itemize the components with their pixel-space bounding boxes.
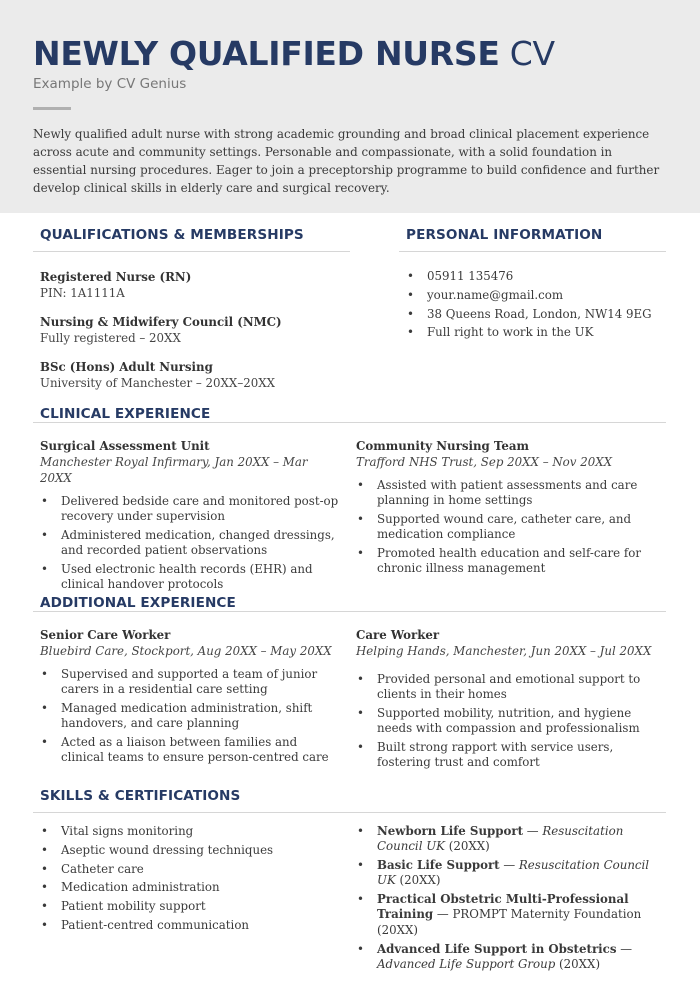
right-to-work: • Full right to work in the UK bbox=[406, 325, 666, 340]
additional-rule bbox=[33, 611, 666, 612]
job-bullet: • Administered medication, changed dressings, and recorded patient observations bbox=[40, 528, 340, 559]
cert-org: Advanced Life Support Group bbox=[377, 956, 556, 971]
job-title: Senior Care Worker bbox=[40, 628, 171, 642]
job-bullet: • Assisted with patient assessments and care planning in home settings bbox=[356, 478, 656, 509]
cert-org: PROMPT Maternity Foundation bbox=[452, 907, 642, 922]
job-title: Surgical Assessment Unit bbox=[40, 439, 210, 453]
certification-item: • Practical Obstetric Multi-Professional Training — PROMPT Maternity Foundation (20XX) bbox=[356, 892, 661, 938]
skills-rule bbox=[33, 812, 666, 813]
job-bullets bbox=[40, 494, 340, 593]
additional-job-1 bbox=[40, 627, 340, 769]
personal-rule bbox=[399, 251, 666, 252]
cert-year: (20XX) bbox=[448, 839, 490, 854]
certification-item: • Advanced Life Support in Obstetrics — Advanced Life Support Group (20XX) bbox=[356, 942, 661, 973]
job-meta: Helping Hands, Manchester, Jun 20XX – Jul 20XX bbox=[356, 644, 652, 658]
cert-org: Resuscitation Council UK bbox=[377, 824, 624, 854]
job-bullet: • Delivered bedside care and monitored post-op recovery under supervision bbox=[40, 494, 340, 525]
skills-heading: SKILLS & CERTIFICATIONS bbox=[40, 788, 241, 804]
qualifications-rule bbox=[33, 251, 350, 252]
cert-name: Basic Life Support bbox=[377, 858, 500, 873]
clinical-job-2 bbox=[356, 438, 656, 580]
skill-item: • Patient mobility support bbox=[40, 899, 340, 914]
qualifications-heading: QUALIFICATIONS & MEMBERSHIPS bbox=[40, 227, 304, 243]
header-divider bbox=[33, 107, 71, 110]
clinical-heading: CLINICAL EXPERIENCE bbox=[40, 406, 211, 422]
certification-item: • Basic Life Support — Resuscitation Council UK (20XX) bbox=[356, 858, 661, 889]
job-bullet: • Acted as a liaison between families and clinical teams to ensure person-centred care bbox=[40, 735, 340, 766]
job-bullet: • Supervised and supported a team of junior carers in a residential care setting bbox=[40, 667, 340, 698]
phone-number: • 05911 135476 bbox=[406, 269, 666, 284]
cv-title-light: CV bbox=[509, 34, 555, 73]
cv-title bbox=[33, 36, 668, 72]
cv-subtitle: Example by CV Genius bbox=[33, 76, 187, 92]
job-bullets bbox=[356, 478, 656, 577]
skill-item: • Patient-centred communication bbox=[40, 918, 340, 933]
skill-item: • Catheter care bbox=[40, 862, 340, 877]
email-address: • your.name@gmail.com bbox=[406, 288, 666, 303]
job-bullet: • Used electronic health records (EHR) and clinical handover protocols bbox=[40, 562, 340, 593]
job-title: Care Worker bbox=[356, 628, 440, 642]
cert-year: (20XX) bbox=[377, 922, 419, 937]
job-bullets bbox=[356, 672, 656, 771]
job-meta: Trafford NHS Trust, Sep 20XX – Nov 20XX bbox=[356, 455, 613, 469]
certification-item: • Newborn Life Support — Resuscitation Council UK (20XX) bbox=[356, 824, 661, 855]
qualification-detail: PIN: 1A1111A bbox=[40, 286, 125, 300]
qualification-item bbox=[40, 269, 340, 301]
clinical-rule bbox=[33, 422, 666, 423]
job-bullet: • Provided personal and emotional support to clients in their homes bbox=[356, 672, 656, 703]
skill-item: • Medication administration bbox=[40, 880, 340, 895]
qualification-title: Nursing & Midwifery Council (NMC) bbox=[40, 315, 282, 329]
qualification-item bbox=[40, 314, 340, 346]
cert-year: (20XX) bbox=[559, 956, 601, 971]
job-bullet: • Built strong rapport with service users, fostering trust and comfort bbox=[356, 740, 656, 771]
skill-item: • Aseptic wound dressing techniques bbox=[40, 843, 340, 858]
job-meta: Bluebird Care, Stockport, Aug 20XX – May 20XX bbox=[40, 644, 332, 658]
job-bullet: • Promoted health education and self-care for chronic illness management bbox=[356, 546, 656, 577]
qualification-detail: University of Manchester – 20XX–20XX bbox=[40, 376, 276, 390]
cert-name: Practical Obstetric Multi-Professional Training bbox=[377, 892, 629, 922]
personal-heading: PERSONAL INFORMATION bbox=[406, 227, 603, 243]
qualification-title: Registered Nurse (RN) bbox=[40, 270, 192, 284]
qualification-title: BSc (Hons) Adult Nursing bbox=[40, 360, 213, 374]
qualification-detail: Fully registered – 20XX bbox=[40, 331, 181, 345]
qualification-item bbox=[40, 359, 340, 391]
cv-title-bold: NEWLY QUALIFIED NURSE bbox=[33, 34, 500, 73]
certifications-list bbox=[356, 824, 661, 976]
cert-name: Advanced Life Support in Obstetrics bbox=[377, 941, 617, 956]
cert-year: (20XX) bbox=[399, 873, 441, 888]
additional-job-2 bbox=[356, 627, 656, 774]
job-bullet: • Managed medication administration, shift handovers, and care planning bbox=[40, 701, 340, 732]
job-bullets bbox=[40, 667, 340, 766]
clinical-job-1 bbox=[40, 438, 340, 596]
cv-header bbox=[0, 0, 700, 213]
additional-heading: ADDITIONAL EXPERIENCE bbox=[40, 595, 236, 611]
postal-address: • 38 Queens Road, London, NW14 9EG bbox=[406, 307, 666, 322]
personal-list bbox=[406, 269, 666, 344]
skills-list bbox=[40, 824, 340, 937]
profile-summary: Newly qualified adult nurse with strong academic grounding and broad clinical placement experience across acute and community settings. Personable and compassionate, with a solid foundation in essential nursing procedures. Eager to join a preceptorship programme to build confidence and further develop clinical skills in elderly care and surgical recovery. bbox=[33, 127, 660, 195]
job-meta: Manchester Royal Infirmary, Jan 20XX – Mar 20XX bbox=[40, 455, 308, 485]
cert-name: Newborn Life Support bbox=[377, 824, 524, 838]
job-bullet: • Supported mobility, nutrition, and hygiene needs with compassion and professionalism bbox=[356, 706, 656, 737]
cert-org: Resuscitation Council UK bbox=[377, 858, 650, 888]
job-title: Community Nursing Team bbox=[356, 439, 529, 453]
job-bullet: • Supported wound care, catheter care, and medication compliance bbox=[356, 512, 656, 543]
skill-item: • Vital signs monitoring bbox=[40, 824, 340, 839]
qualifications-list bbox=[40, 269, 340, 391]
